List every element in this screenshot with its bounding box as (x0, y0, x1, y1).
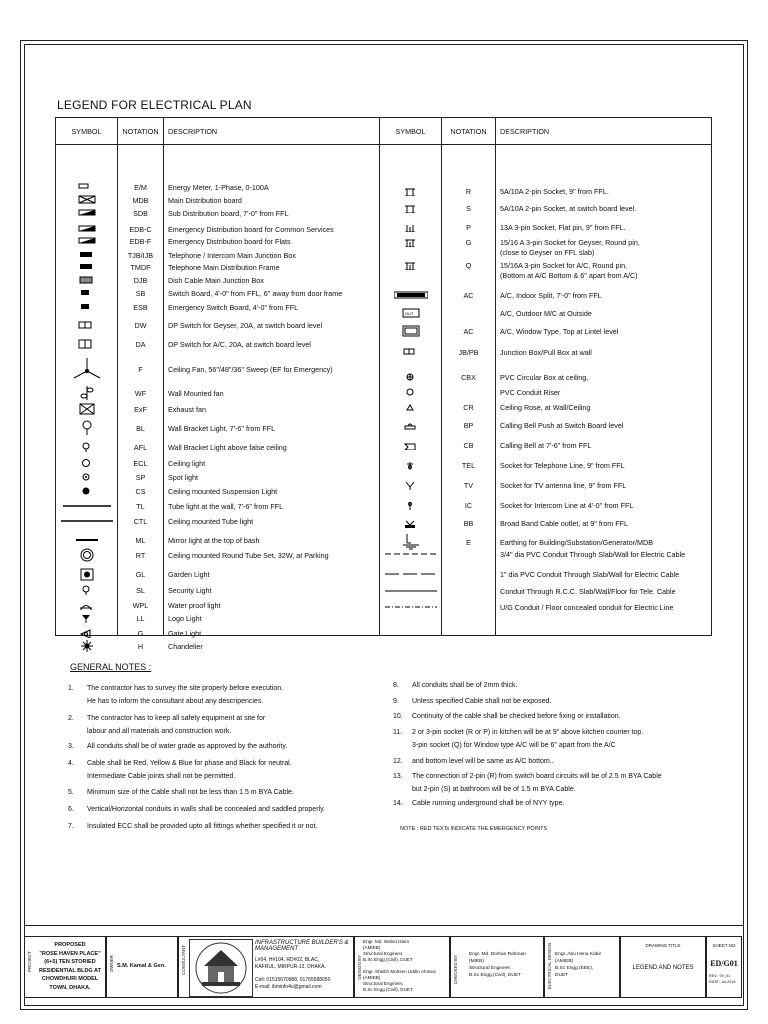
general-notes-title: GENERAL NOTES : (70, 662, 152, 672)
left-notation: LL (136, 614, 145, 623)
intercom-socket-icon (380, 500, 441, 510)
left-description: Exhaust fan (168, 405, 206, 414)
text-line: TOWN, DHAKA. (49, 984, 91, 991)
header-description-left: DESCRIPTION (164, 118, 380, 145)
right-notation: JB/PB (458, 348, 479, 357)
right-notation: P (466, 223, 471, 232)
checker (469, 951, 526, 979)
right-description: 3/4" dia PVC Conduit Through Slab/Wall for Electric Cable (500, 550, 686, 559)
ceiling-rose-icon (380, 402, 441, 412)
energy-meter-icon (56, 182, 117, 192)
note-number: 1. (68, 685, 74, 692)
right-description: U/G Conduit / Floor concealed conduit for Electric Line (500, 603, 674, 612)
title-block (24, 925, 744, 1006)
legend-title: LEGEND FOR ELECTRICAL PLAN (57, 98, 252, 112)
garden-light-icon (56, 568, 117, 581)
left-description: Mirror light at the top of bash (168, 536, 260, 545)
owner-name: S.M. Kamal & Gen. (117, 963, 166, 969)
left-notation: CS (135, 487, 146, 496)
right-notation: S (466, 204, 471, 213)
right-description: 13A 3-pin Socket, Flat pin, 9" from FFL. (500, 223, 626, 232)
right-description-continued: (Bottom at A/C Bottom & 6" apart from A/C) (500, 271, 638, 280)
electrical-designer (555, 951, 601, 979)
broadband-icon (380, 518, 441, 528)
right-notation: AC (463, 327, 474, 336)
note-number: 6. (68, 806, 74, 813)
text-line: Cell: 01515670988, 01765588050 (255, 977, 331, 983)
text-line: RESIDENTIAL BLDG AT (39, 967, 101, 974)
sheet-meta (709, 973, 736, 985)
right-notation: IC (464, 501, 473, 510)
text-line: Engr. Sheikh Mohsen Uddin Ahmed (363, 969, 436, 974)
left-notation: BL (136, 424, 145, 433)
note-text: Minimum size of the Cable shall not be less than 1.5 m BYA Cable. (87, 789, 294, 796)
left-notation: MDB (132, 196, 149, 205)
right-description: 15/16A 3-pin Socket for A/C, Round pin, (500, 261, 628, 270)
left-notation: TMDF (130, 263, 151, 272)
left-description: Ceiling mounted Tube light (168, 517, 254, 526)
right-notation: G (465, 238, 472, 247)
spot-light-icon (56, 472, 117, 482)
design-box (354, 936, 450, 998)
gate-light-icon (56, 628, 117, 638)
left-description: Ceiling Fan, 56"/48"/36" Sweep (EF for Emergency) (168, 365, 333, 374)
left-notation: SDB (133, 209, 148, 218)
right-description: Socket for Intercom Line at 4'-0" from FFL (500, 501, 634, 510)
left-notation: WF (134, 389, 147, 398)
right-description: Calling Bell at 7'-6" from FFL (500, 441, 592, 450)
bell-push-icon (380, 420, 441, 430)
switch-board-icon (56, 288, 117, 298)
note-number: 14. (393, 800, 403, 807)
note-number: 13. (393, 773, 403, 780)
text-line: (AMIEB) (363, 945, 381, 950)
text-line: "ROSE HAVEN PLACE" (39, 950, 101, 957)
round-tube-icon (56, 548, 117, 562)
left-notation: SL (136, 586, 145, 595)
right-notation-column (442, 145, 495, 635)
ceiling-tube-light-icon (56, 516, 117, 526)
conduit-solid-icon (380, 586, 441, 596)
right-description: 1" dia PVC Conduit Through Slab/Wall for Electric Cable (500, 570, 680, 579)
left-description: Water proof light (168, 601, 221, 610)
emergency-note: NOTE : RED TEXTs INDICATE THE EMERGENCY POINTS (400, 826, 548, 832)
note-text: and bottom level will be same as A/C bottom.. (412, 758, 554, 765)
firm-contact (255, 977, 330, 991)
left-notation: AFL (133, 443, 148, 452)
right-notation: TV (463, 481, 474, 490)
left-notation: DA (135, 340, 146, 349)
conduit-riser-icon (380, 387, 441, 397)
note-text: but 2-pin (S) at bathroom will be of 1.5 m BYA Cable. (412, 786, 576, 793)
edb-c-icon (56, 224, 117, 234)
right-description: Conduit Through R.C.C. Slab/Wall/Floor for Tele. Cable (500, 587, 676, 596)
right-description: 5A/10A 2-pin Socket, at switch board level. (500, 204, 637, 213)
note-text: Unless specified Cable shall not be exposed. (412, 698, 552, 705)
left-notation: CTL (133, 517, 148, 526)
left-description: Energy Meter, 1-Phase, 0-100A (168, 183, 269, 192)
right-description: Ceiling Rose, at Wall/Ceiling (500, 403, 591, 412)
electrical-box (544, 936, 620, 998)
socket-2pin-sb-icon (380, 203, 441, 213)
note-text: Insulated ECC shall be provided upto all fittings whether specified it or not. (87, 823, 318, 830)
telephone-socket-icon (380, 460, 441, 470)
owner-box (106, 936, 178, 998)
text-line: Engr. Md. Borhan Rahman (469, 952, 526, 957)
note-text: labour and all materials and construction work. (87, 728, 232, 735)
left-description: Main Distribution board (168, 196, 242, 205)
drawing-title: LEGEND AND NOTES (632, 965, 694, 971)
note-number: 8. (393, 682, 399, 689)
right-description-column (496, 145, 711, 635)
text-line: (MIEB) (469, 959, 484, 964)
designer-1 (363, 939, 413, 963)
right-notation: CR (463, 403, 474, 412)
firm-name: INFRASTRUCTURE BUILDER'S & MANAGEMENT (255, 940, 349, 952)
text-line: Engr. Abu Hena Kabir (555, 952, 602, 957)
left-description: Wall Bracket Light above false ceiling (168, 443, 287, 452)
mirror-light-icon (56, 535, 117, 545)
security-light-icon (56, 585, 117, 595)
text-line: (6+5) TEN STORIED (44, 959, 96, 965)
left-notation: ML (135, 536, 146, 545)
left-notation: SP (135, 473, 146, 482)
text-line: PROPOSED (54, 942, 86, 948)
note-number: 10. (393, 713, 403, 720)
text-line: B.Sc Engg.(Civil), DUET (363, 957, 413, 962)
text-line: DUET (555, 973, 569, 978)
dp-switch-geyser-icon (56, 320, 117, 330)
socket-3pin-flat-icon (380, 222, 441, 232)
drawing-title-label: DRAWING TITLE (645, 943, 681, 948)
note-number: 12. (393, 758, 403, 765)
left-description: Dish Cable Main Junction Box (168, 276, 264, 285)
consultant-box (178, 936, 354, 998)
checked-label: CHECKED BY (453, 955, 458, 985)
esb-icon (56, 302, 117, 312)
right-description-continued: (close to Geyser on FFL slab) (500, 248, 595, 257)
note-number: 4. (68, 760, 74, 767)
left-notation: EDB-F (129, 237, 152, 246)
text-line: DATE: Jul-2018 (709, 980, 736, 984)
right-description: PVC Circular Box at ceiling, (500, 373, 589, 382)
left-notation: GL (135, 570, 146, 579)
sheet-number: ED/G01 (710, 959, 738, 968)
ceiling-light-icon (56, 458, 117, 468)
left-notation: DJB (133, 276, 148, 285)
left-description: Tube light at the wall, 7'-6" from FFL (168, 502, 284, 511)
project-box (24, 936, 106, 998)
left-description: Wall Mounted fan (168, 389, 224, 398)
tmdf-icon (56, 262, 117, 272)
left-description: Wall Bracket Light, 7'-6" from FFL (168, 424, 276, 433)
note-text: Intermediate Cable joints shall not be permitted. (87, 773, 236, 780)
right-notation: CB (463, 441, 474, 450)
consultant-label: CONSULTANT (181, 945, 186, 975)
calling-bell-icon (380, 440, 441, 450)
right-notation: CBX (461, 373, 476, 382)
note-text: 3-pin socket (Q) for Window type A/C will be 6" apart from the A/C (412, 742, 616, 749)
left-description: Telephone Main Distribution Frame (168, 263, 280, 272)
sdb-icon (56, 208, 117, 218)
left-description: Switch Board, 4'-0" from FFL, 6" away from door frame (168, 289, 343, 298)
left-description: Spot light (168, 473, 198, 482)
note-text: Vertical/Horizontal conduits in walls shall be concealed and saddled properly. (87, 806, 326, 813)
note-text: Cable running underground shall be of NYY type. (412, 800, 565, 807)
djb-icon (56, 275, 117, 285)
right-description: A/C, Outdoor M/C at Outside (500, 309, 592, 318)
designer-2 (363, 969, 436, 993)
left-notation: RT (135, 551, 146, 560)
right-description: 15/16 A 3-pin Socket for Geyser, Round pin, (500, 238, 640, 247)
right-notation: BP (463, 421, 474, 430)
header-symbol-right: SYMBOL (380, 118, 442, 145)
left-description: Emergency Distribution board for Common Services (168, 225, 334, 234)
text-line: B.Sc Engg.(Civil), DUET (363, 987, 413, 992)
header-notation-right: NOTATION (442, 118, 496, 145)
note-text: Cable shall be Red, Yellow & Blue for phase and Black for neutral. (87, 760, 292, 767)
drawing-title-box (620, 936, 706, 998)
left-symbol-column (56, 145, 117, 635)
text-line: (AMIEB) (555, 959, 574, 964)
text-line: Structural Engineer, (363, 981, 404, 986)
mdb-icon (56, 195, 117, 205)
right-description: Broad Band Cable outlet, at 9" from FFL (500, 519, 628, 528)
wall-bracket-light-icon (56, 420, 117, 436)
firm-address (255, 957, 326, 971)
right-description: Junction Box/Pull Box at wall (500, 348, 592, 357)
conduit-dashed-icon (380, 549, 441, 559)
text-line: (AMIEB) (363, 975, 381, 980)
text-line: REV.: 00_01 (709, 974, 731, 978)
left-description: Emergency Switch Board, 4'-0" from FFL (168, 303, 299, 312)
ac-split-icon (380, 291, 441, 299)
socket-ac-icon (380, 260, 441, 270)
note-number: 11. (393, 729, 403, 736)
exhaust-fan-icon (56, 403, 117, 415)
right-notation: Q (465, 261, 472, 270)
note-text: All conduits shall be of water grade as approved by the authority. (87, 743, 288, 750)
right-description: Socket for Telephone Line, 9" from FFL (500, 461, 625, 470)
header-notation-left: NOTATION (118, 118, 164, 145)
right-description: Socket for TV antenna line, 9" from FFL (500, 481, 627, 490)
sheet-box (706, 936, 742, 998)
left-description: Garden Light (168, 570, 210, 579)
note-number: 2. (68, 715, 74, 722)
right-description: A/C, Window Type, Top at Lintel level (500, 327, 619, 336)
left-notation: ExF (134, 405, 147, 414)
left-description: Telephone / Intercom Main Junction Box (168, 251, 296, 260)
right-description: PVC Conduit Riser (500, 388, 561, 397)
left-notation: E/M (134, 183, 147, 192)
right-description: A/C, Indoor Split, 7'-0" from FFL (500, 291, 602, 300)
header-symbol-left: SYMBOL (56, 118, 118, 145)
note-text: Continuity of the cable shall be checked before fixing or installation. (412, 713, 621, 720)
socket-geyser-icon (380, 237, 441, 247)
note-text: 2 or 3-pin socket (R or P) in kitchen will be at 9" above kitchen counter top. (412, 729, 644, 736)
right-description: 5A/10A 2-pin Socket, 9" from FFL. (500, 187, 609, 196)
design-label: DESIGN BY (357, 955, 362, 980)
right-notation: E (466, 538, 471, 547)
left-notation: WPL (132, 601, 149, 610)
legend-table (55, 117, 712, 651)
right-notation: AC (463, 291, 474, 300)
left-description: DP Switch for A/C, 20A, at switch board level (168, 340, 311, 349)
sheet-label: SHEET NO (712, 943, 736, 948)
note-number: 5. (68, 789, 74, 796)
checked-box (450, 936, 544, 998)
left-description: Logo Light (168, 614, 202, 623)
conduit-long-dash-icon (380, 569, 441, 579)
ac-outdoor-icon (380, 308, 441, 318)
owner-label: OWNER (109, 955, 114, 973)
tube-light-icon (56, 501, 117, 511)
left-notation: SB (135, 289, 146, 298)
left-notation: ESB (133, 303, 148, 312)
text-line: CHOWDHURI MODEL (41, 976, 99, 982)
afl-light-icon (56, 442, 117, 452)
left-description: Gate Light (168, 629, 202, 638)
header-description-right: DESCRIPTION (496, 118, 712, 145)
tv-socket-icon (380, 480, 441, 490)
wall-fan-icon (56, 386, 117, 400)
junction-box-icon (380, 347, 441, 357)
note-text: He has to inform the consultant about any descripencies. (87, 698, 264, 705)
left-description: Sub Distribution board, 7'-0" from FFL (168, 209, 289, 218)
left-description: Ceiling mounted Suspension Light (168, 487, 278, 496)
left-notation: TJB/IJB (127, 251, 154, 260)
note-text: The contractor has to survey the site properly before execution. (87, 685, 284, 692)
right-description: Calling Bell Push at Switch Board level (500, 421, 624, 430)
text-line: Engr. Md. Wahid Islam (363, 939, 410, 944)
waterproof-light-icon (56, 600, 117, 610)
left-description: Ceiling light (168, 459, 206, 468)
text-line: KAFRUL, MIRPUR-13, DHAKA. (255, 964, 326, 970)
left-description: Security Light (168, 586, 212, 595)
conduit-dashdot-icon (380, 602, 441, 612)
text-line: E-mail: ibminfo4u@gmail.com (255, 984, 322, 990)
chandelier-icon (56, 640, 117, 652)
text-line: Structural Engineer, (469, 966, 512, 971)
text-line: B.Sc Engg.(EEE), (555, 966, 594, 971)
electrical-label: ELECTRICAL DESIGN (547, 943, 552, 990)
left-notation: F (138, 365, 143, 374)
left-description: Emergency Distribution board for Flats (168, 237, 291, 246)
text-line: B.Sc Engg.(Civil), DUET (469, 973, 521, 978)
left-notation: ECL (133, 459, 148, 468)
project-name (35, 941, 105, 992)
right-notation: BB (463, 519, 474, 528)
note-number: 7. (68, 823, 74, 830)
socket-2pin-icon (380, 186, 441, 196)
right-notation: TEL (461, 461, 476, 470)
tjb-icon (56, 250, 117, 260)
note-text: The connection of 2-pin (R) from switch board circuits will be of 2.5 m BYA Cable (412, 773, 662, 780)
left-description: Ceiling mounted Round Tube Set, 32W, at Parking (168, 551, 329, 560)
firm-logo (189, 939, 253, 997)
logo-light-icon (56, 613, 117, 623)
note-number: 3. (68, 743, 74, 750)
suspension-light-icon (56, 486, 117, 496)
right-notation: R (465, 187, 472, 196)
ceiling-fan-icon (56, 358, 117, 380)
left-description-column (164, 145, 379, 651)
left-description: Chandelier (168, 642, 203, 651)
note-text: All conduits shall be of 2mm thick. (412, 682, 518, 689)
text-line: L#04, H#104, RD#02, BLAC, (255, 957, 320, 963)
left-notation: DW (134, 321, 147, 330)
left-notation: H (137, 642, 144, 651)
text-line: Structural Engineer, (363, 951, 404, 956)
note-number: 9. (393, 698, 399, 705)
dp-switch-ac-icon (56, 339, 117, 349)
svg-text:OUT: OUT (404, 311, 413, 316)
right-symbol-column (380, 145, 441, 635)
circular-box-icon (380, 372, 441, 382)
left-notation: EDB-C (129, 225, 152, 234)
ac-window-icon (380, 325, 441, 337)
note-text: The contractor has to keep all safety equipment at site for (87, 715, 266, 722)
left-notation: TL (136, 502, 145, 511)
left-description: DP Switch for Geyser, 20A, at switch board level (168, 321, 323, 330)
left-notation: G (137, 629, 144, 638)
right-description: Earthing for Building/Substation/Generator/MDB (500, 538, 654, 547)
edb-f-icon (56, 236, 117, 246)
left-notation-column (118, 145, 163, 651)
project-label: PROJECT (27, 951, 32, 973)
